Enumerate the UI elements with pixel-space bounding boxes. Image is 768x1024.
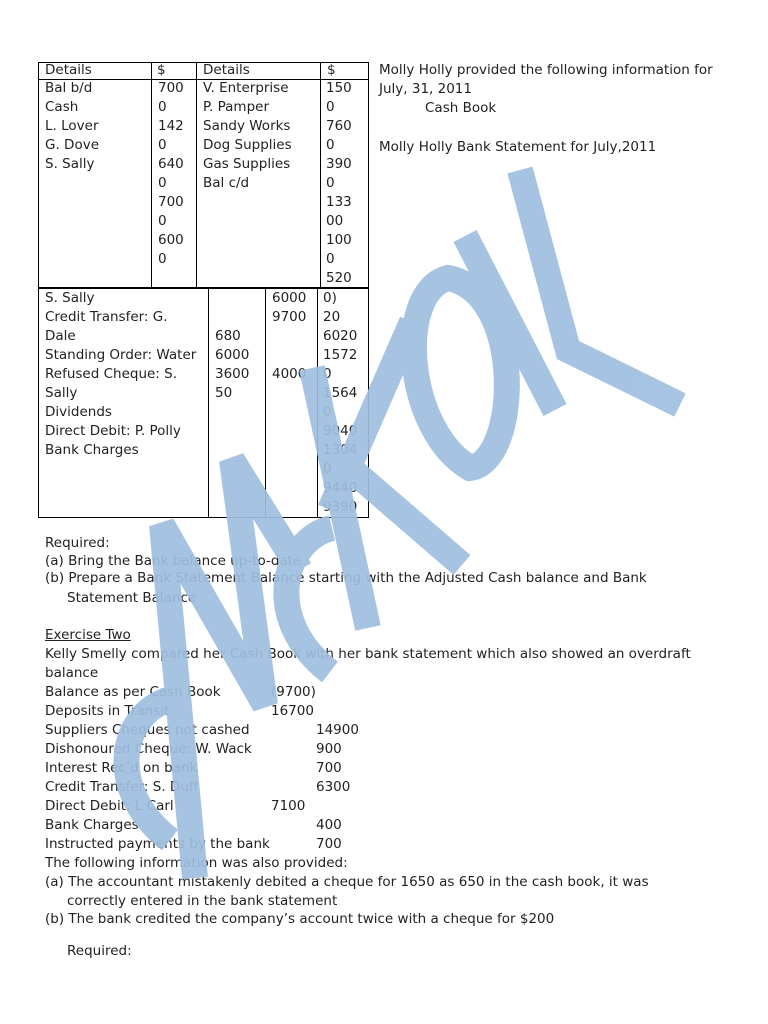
list-item	[316, 683, 359, 702]
cash-book-col-divider	[196, 62, 197, 288]
list-item: Direct Debit: L Carl	[45, 798, 174, 814]
list-item	[316, 797, 359, 816]
list-item: 0	[158, 251, 167, 267]
list-item: 0	[323, 366, 332, 382]
list-item: Credit Transfer: S. Duff	[45, 779, 199, 795]
list-item: 142	[158, 118, 184, 134]
note-a-cont: correctly entered in the bank statement	[67, 893, 338, 909]
list-item: G. Dove	[45, 137, 99, 153]
list-item: 9040	[323, 423, 358, 439]
list-item: 100	[326, 232, 352, 248]
list-item: 1572	[323, 347, 358, 363]
list-item: Standing Order: Water	[45, 347, 197, 363]
header-dollar-left: $	[157, 62, 166, 78]
list-item: Instructed payments by the bank	[45, 836, 270, 852]
list-item: 0	[326, 251, 335, 267]
list-item: 600	[158, 232, 184, 248]
list-item: 6000	[215, 347, 250, 363]
intro-line-2: July, 31, 2011	[379, 81, 472, 97]
list-item	[316, 702, 359, 721]
cash-book-right-names	[203, 79, 292, 193]
list-item: 760	[326, 118, 352, 134]
note-a: (a) The accountant mistakenly debited a cheque for 1650 as 650 in the cash book, it was	[45, 874, 649, 890]
list-item: Direct Debit: P. Polly	[45, 423, 181, 439]
list-item: Refused Cheque: S.	[45, 366, 178, 382]
list-item: 6020	[323, 328, 358, 344]
bank-statement-col-divider	[317, 287, 318, 517]
list-item: 7100	[271, 798, 306, 814]
exercise-two-col1	[271, 683, 316, 816]
required-label: Required:	[45, 535, 110, 551]
list-item: 133	[326, 194, 352, 210]
list-item	[271, 778, 316, 797]
list-item: 6000	[272, 290, 307, 306]
list-item: 0	[323, 461, 332, 477]
cash-book-left-amounts	[158, 79, 184, 269]
list-item: Credit Transfer: G.	[45, 309, 168, 325]
list-item: 400	[316, 817, 342, 833]
list-item: 0	[326, 175, 335, 191]
list-item	[272, 346, 306, 365]
bank-statement-balances	[323, 289, 357, 517]
list-item: 390	[326, 156, 352, 172]
list-item: Interest Rec’d on bank	[45, 760, 198, 776]
list-item: 0	[158, 213, 167, 229]
list-item	[271, 759, 316, 778]
list-item: Dale	[45, 328, 76, 344]
list-item: 16700	[271, 703, 314, 719]
cash-book-right-amounts	[326, 79, 352, 288]
bank-statement-title: Molly Holly Bank Statement for July,2011	[379, 139, 657, 155]
required-item-a: (a) Bring the Bank balance up-to-date	[45, 553, 302, 569]
required-item-b-cont: Statement Balance	[67, 590, 197, 606]
list-item: 700	[158, 194, 184, 210]
list-item: 20	[323, 309, 341, 325]
watermark-stroke	[520, 170, 680, 405]
list-item: Gas Supplies	[203, 156, 291, 172]
header-details-left: Details	[45, 62, 92, 78]
list-item	[272, 327, 306, 346]
list-item: 0	[323, 404, 332, 420]
list-item: Cash	[45, 99, 79, 115]
list-item	[271, 721, 316, 740]
list-item: 9440	[323, 480, 358, 496]
list-item: Deposits in Transit	[45, 703, 170, 719]
exercise-two-intro-cont: balance	[45, 665, 99, 681]
list-item: 50	[215, 385, 233, 401]
list-item: Sandy Works	[203, 118, 291, 134]
list-item: 640	[158, 156, 184, 172]
list-item: 0	[158, 175, 167, 191]
exercise-two-col2	[316, 683, 359, 854]
list-item: 0	[326, 99, 335, 115]
required-item-b: (b) Prepare a Bank Statement Balance starting with the Adjusted Cash balance and Bank	[45, 570, 647, 586]
list-item: (9700)	[271, 684, 316, 700]
list-item: Dog Supplies	[203, 137, 292, 153]
list-item: 0	[158, 99, 167, 115]
bank-statement-debits	[215, 327, 249, 403]
cash-book-title: Cash Book	[425, 100, 497, 116]
cash-book-col-divider	[151, 62, 152, 288]
list-item: 1304	[323, 442, 358, 458]
list-item: 1564	[323, 385, 358, 401]
list-item: S. Sally	[45, 290, 95, 306]
exercise-two-intro: Kelly Smelly compared her Cash Book with her bank statement which also showed an overdraft	[45, 646, 691, 662]
list-item: Dividends	[45, 404, 112, 420]
list-item: 4000	[272, 366, 307, 382]
list-item: 0	[158, 137, 167, 153]
list-item: 3600	[215, 366, 250, 382]
bank-statement-col-divider	[265, 287, 266, 517]
list-item: 680	[215, 328, 241, 344]
cash-book-left-names	[45, 79, 99, 174]
list-item	[271, 740, 316, 759]
list-item: S. Sally	[45, 156, 95, 172]
list-item: 9700	[272, 309, 307, 325]
list-item: 520	[326, 270, 352, 286]
bank-statement-credits	[272, 289, 306, 384]
bank-statement-col-divider	[208, 287, 209, 517]
list-item: 700	[316, 836, 342, 852]
list-item: Bal b/d	[45, 80, 93, 96]
list-item: Sally	[45, 385, 78, 401]
list-item: 6300	[316, 779, 351, 795]
intro-line-1: Molly Holly provided the following information for	[379, 62, 713, 78]
list-item: 0	[326, 137, 335, 153]
list-item: 14900	[316, 722, 359, 738]
cash-book-col-divider	[320, 62, 321, 288]
list-item: Bank Charges	[45, 817, 139, 833]
list-item: 9390	[323, 499, 358, 515]
header-details-right: Details	[203, 62, 250, 78]
exercise-two-title: Exercise Two	[45, 627, 131, 643]
list-item: Suppliers Cheques not cashed	[45, 722, 250, 738]
list-item: P. Pamper	[203, 99, 270, 115]
bank-statement-names	[45, 289, 196, 460]
list-item: 0)	[323, 290, 337, 306]
list-item: Bank Charges	[45, 442, 139, 458]
header-dollar-right: $	[327, 62, 336, 78]
list-item: Bal c/d	[203, 175, 250, 191]
list-item: 00	[326, 213, 344, 229]
list-item: Dishonoured Cheque: W. Wack	[45, 741, 252, 757]
list-item: L. Lover	[45, 118, 99, 134]
list-item: 700	[316, 760, 342, 776]
list-item: V. Enterprise	[203, 80, 289, 96]
watermark-stroke	[414, 278, 507, 468]
list-item: Balance as per Cash Book	[45, 684, 221, 700]
list-item: 150	[326, 80, 352, 96]
list-item: 700	[158, 80, 184, 96]
also-provided: The following information was also provided:	[45, 855, 348, 871]
exercise-two-labels	[45, 683, 270, 854]
watermark-stroke	[465, 236, 555, 410]
required-label-2: Required:	[67, 943, 132, 959]
note-b: (b) The bank credited the company’s account twice with a cheque for $200	[45, 911, 555, 927]
list-item: 900	[316, 741, 342, 757]
